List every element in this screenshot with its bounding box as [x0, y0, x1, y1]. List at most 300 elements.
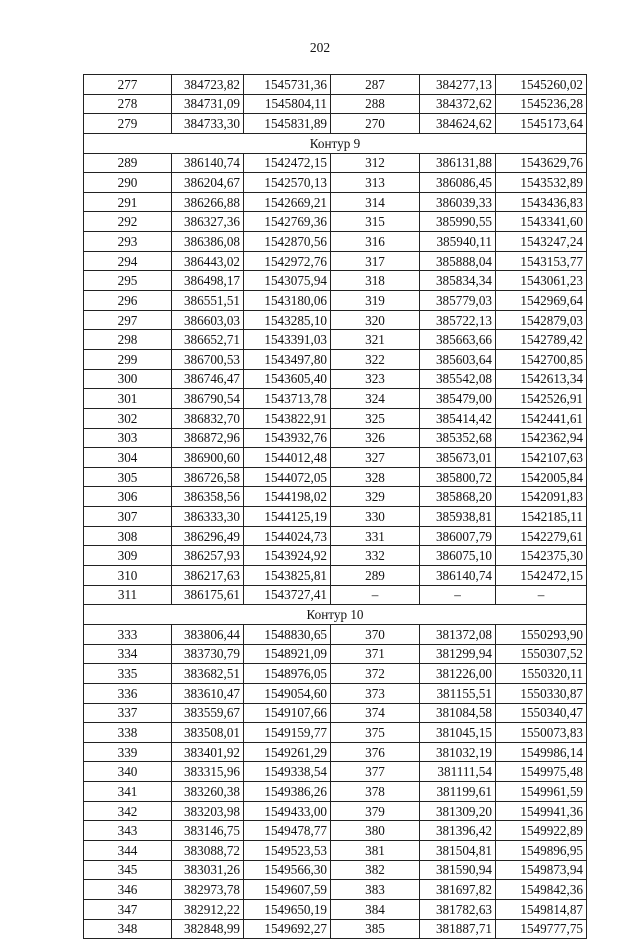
point-number-cell: 317 [331, 251, 420, 271]
x-coordinate-cell: 386131,88 [420, 153, 496, 173]
point-number-cell: 316 [331, 232, 420, 252]
point-number-cell: 320 [331, 310, 420, 330]
y-coordinate-cell: 1543924,92 [244, 546, 331, 566]
x-coordinate-cell: 385779,03 [420, 291, 496, 311]
y-coordinate-cell: 1542969,64 [496, 291, 587, 311]
point-number-cell: 380 [331, 821, 420, 841]
x-coordinate-cell: 382912,22 [172, 899, 244, 919]
x-coordinate-cell: 385663,66 [420, 330, 496, 350]
y-coordinate-cell: 1542613,34 [496, 369, 587, 389]
x-coordinate-cell: 386257,93 [172, 546, 244, 566]
x-coordinate-cell: 386296,49 [172, 526, 244, 546]
y-coordinate-cell: 1548921,09 [244, 644, 331, 664]
section-title: Контур 10 [84, 605, 587, 625]
x-coordinate-cell: 386140,74 [420, 566, 496, 586]
point-number-cell: 330 [331, 507, 420, 527]
y-coordinate-cell: 1549566,30 [244, 860, 331, 880]
y-coordinate-cell: 1542769,36 [244, 212, 331, 232]
y-coordinate-cell: 1550330,87 [496, 683, 587, 703]
point-number-cell: 334 [84, 644, 172, 664]
point-number-cell: – [331, 585, 420, 605]
point-number-cell: 345 [84, 860, 172, 880]
point-number-cell: 312 [331, 153, 420, 173]
table-row [84, 349, 587, 369]
table-row [84, 467, 587, 487]
y-coordinate-cell: 1549523,53 [244, 840, 331, 860]
x-coordinate-cell: 381887,71 [420, 919, 496, 939]
x-coordinate-cell: 383146,75 [172, 821, 244, 841]
table-row [84, 880, 587, 900]
table-row [84, 899, 587, 919]
y-coordinate-cell: 1542700,85 [496, 349, 587, 369]
x-coordinate-cell: 386746,47 [172, 369, 244, 389]
section-row [84, 133, 587, 153]
y-coordinate-cell: 1543180,06 [244, 291, 331, 311]
point-number-cell: 270 [331, 114, 420, 134]
x-coordinate-cell: 383088,72 [172, 840, 244, 860]
y-coordinate-cell: 1550073,83 [496, 723, 587, 743]
x-coordinate-cell: 386443,02 [172, 251, 244, 271]
y-coordinate-cell: 1550340,47 [496, 703, 587, 723]
x-coordinate-cell: 385352,68 [420, 428, 496, 448]
y-coordinate-cell: 1549338,54 [244, 762, 331, 782]
point-number-cell: 347 [84, 899, 172, 919]
table-row [84, 271, 587, 291]
point-number-cell: 311 [84, 585, 172, 605]
table-row [84, 173, 587, 193]
x-coordinate-cell: 385542,08 [420, 369, 496, 389]
y-coordinate-cell: 1543153,77 [496, 251, 587, 271]
table-row [84, 624, 587, 644]
x-coordinate-cell: 386039,33 [420, 192, 496, 212]
point-number-cell: 343 [84, 821, 172, 841]
x-coordinate-cell: 383806,44 [172, 624, 244, 644]
x-coordinate-cell: – [420, 585, 496, 605]
x-coordinate-cell: 386175,61 [172, 585, 244, 605]
y-coordinate-cell: 1542441,61 [496, 408, 587, 428]
x-coordinate-cell: 381111,54 [420, 762, 496, 782]
point-number-cell: 307 [84, 507, 172, 527]
y-coordinate-cell: 1545731,36 [244, 75, 331, 95]
y-coordinate-cell: 1543247,24 [496, 232, 587, 252]
point-number-cell: 335 [84, 664, 172, 684]
point-number-cell: 382 [331, 860, 420, 880]
point-number-cell: 340 [84, 762, 172, 782]
table-row [84, 723, 587, 743]
point-number-cell: 313 [331, 173, 420, 193]
table-row [84, 782, 587, 802]
x-coordinate-cell: 381504,81 [420, 840, 496, 860]
y-coordinate-cell: 1545236,28 [496, 94, 587, 114]
point-number-cell: 279 [84, 114, 172, 134]
table-row [84, 507, 587, 527]
table-row [84, 369, 587, 389]
point-number-cell: 379 [331, 801, 420, 821]
x-coordinate-cell: 386652,71 [172, 330, 244, 350]
point-number-cell: 287 [331, 75, 420, 95]
point-number-cell: 302 [84, 408, 172, 428]
y-coordinate-cell: 1542669,21 [244, 192, 331, 212]
y-coordinate-cell: 1543713,78 [244, 389, 331, 409]
x-coordinate-cell: 385673,01 [420, 448, 496, 468]
x-coordinate-cell: 385990,55 [420, 212, 496, 232]
y-coordinate-cell: 1544012,48 [244, 448, 331, 468]
y-coordinate-cell: 1544125,19 [244, 507, 331, 527]
y-coordinate-cell: 1542526,91 [496, 389, 587, 409]
y-coordinate-cell: 1545260,02 [496, 75, 587, 95]
table-row [84, 389, 587, 409]
point-number-cell: 346 [84, 880, 172, 900]
point-number-cell: 337 [84, 703, 172, 723]
table-row [84, 251, 587, 271]
y-coordinate-cell: 1549607,59 [244, 880, 331, 900]
x-coordinate-cell: 381045,15 [420, 723, 496, 743]
y-coordinate-cell: 1549842,36 [496, 880, 587, 900]
y-coordinate-cell: 1542472,15 [244, 153, 331, 173]
y-coordinate-cell: 1542279,61 [496, 526, 587, 546]
x-coordinate-cell: 382848,99 [172, 919, 244, 939]
point-number-cell: 310 [84, 566, 172, 586]
point-number-cell: 385 [331, 919, 420, 939]
point-number-cell: 298 [84, 330, 172, 350]
x-coordinate-cell: 383031,26 [172, 860, 244, 880]
point-number-cell: 321 [331, 330, 420, 350]
x-coordinate-cell: 386327,36 [172, 212, 244, 232]
point-number-cell: 324 [331, 389, 420, 409]
point-number-cell: 314 [331, 192, 420, 212]
y-coordinate-cell: 1550320,11 [496, 664, 587, 684]
table-row [84, 840, 587, 860]
y-coordinate-cell: 1543532,89 [496, 173, 587, 193]
y-coordinate-cell: 1543341,60 [496, 212, 587, 232]
y-coordinate-cell: 1543391,03 [244, 330, 331, 350]
x-coordinate-cell: 386333,30 [172, 507, 244, 527]
x-coordinate-cell: 386007,79 [420, 526, 496, 546]
point-number-cell: 322 [331, 349, 420, 369]
y-coordinate-cell: 1543605,40 [244, 369, 331, 389]
y-coordinate-cell: 1549777,75 [496, 919, 587, 939]
point-number-cell: 371 [331, 644, 420, 664]
x-coordinate-cell: 385868,20 [420, 487, 496, 507]
y-coordinate-cell: 1544198,02 [244, 487, 331, 507]
y-coordinate-cell: 1549261,29 [244, 742, 331, 762]
point-number-cell: 383 [331, 880, 420, 900]
point-number-cell: 378 [331, 782, 420, 802]
point-number-cell: 278 [84, 94, 172, 114]
x-coordinate-cell: 386700,53 [172, 349, 244, 369]
x-coordinate-cell: 385940,11 [420, 232, 496, 252]
x-coordinate-cell: 383401,92 [172, 742, 244, 762]
table-row [84, 310, 587, 330]
x-coordinate-cell: 385479,00 [420, 389, 496, 409]
x-coordinate-cell: 386498,17 [172, 271, 244, 291]
y-coordinate-cell: 1549433,00 [244, 801, 331, 821]
x-coordinate-cell: 381199,61 [420, 782, 496, 802]
x-coordinate-cell: 383315,96 [172, 762, 244, 782]
point-number-cell: 315 [331, 212, 420, 232]
y-coordinate-cell: 1549873,94 [496, 860, 587, 880]
x-coordinate-cell: 386204,67 [172, 173, 244, 193]
table-row [84, 762, 587, 782]
x-coordinate-cell: 381032,19 [420, 742, 496, 762]
x-coordinate-cell: 381372,08 [420, 624, 496, 644]
point-number-cell: 288 [331, 94, 420, 114]
point-number-cell: 373 [331, 683, 420, 703]
y-coordinate-cell: 1543825,81 [244, 566, 331, 586]
x-coordinate-cell: 385800,72 [420, 467, 496, 487]
point-number-cell: 326 [331, 428, 420, 448]
point-number-cell: 306 [84, 487, 172, 507]
table-row [84, 566, 587, 586]
table-row [84, 585, 587, 605]
x-coordinate-cell: 381782,63 [420, 899, 496, 919]
x-coordinate-cell: 386551,51 [172, 291, 244, 311]
point-number-cell: 374 [331, 703, 420, 723]
point-number-cell: 381 [331, 840, 420, 860]
table-row [84, 919, 587, 939]
x-coordinate-cell: 384733,30 [172, 114, 244, 134]
x-coordinate-cell: 385888,04 [420, 251, 496, 271]
point-number-cell: 319 [331, 291, 420, 311]
x-coordinate-cell: 381084,58 [420, 703, 496, 723]
y-coordinate-cell: – [496, 585, 587, 605]
point-number-cell: 293 [84, 232, 172, 252]
x-coordinate-cell: 386726,58 [172, 467, 244, 487]
y-coordinate-cell: 1550293,90 [496, 624, 587, 644]
y-coordinate-cell: 1542570,13 [244, 173, 331, 193]
point-number-cell: 339 [84, 742, 172, 762]
section-title: Контур 9 [84, 133, 587, 153]
x-coordinate-cell: 383260,38 [172, 782, 244, 802]
point-number-cell: 376 [331, 742, 420, 762]
x-coordinate-cell: 384723,82 [172, 75, 244, 95]
y-coordinate-cell: 1544072,05 [244, 467, 331, 487]
x-coordinate-cell: 386086,45 [420, 173, 496, 193]
y-coordinate-cell: 1542185,11 [496, 507, 587, 527]
point-number-cell: 303 [84, 428, 172, 448]
table-row [84, 428, 587, 448]
y-coordinate-cell: 1543285,10 [244, 310, 331, 330]
x-coordinate-cell: 383682,51 [172, 664, 244, 684]
point-number-cell: 294 [84, 251, 172, 271]
x-coordinate-cell: 381226,00 [420, 664, 496, 684]
y-coordinate-cell: 1549975,48 [496, 762, 587, 782]
point-number-cell: 305 [84, 467, 172, 487]
point-number-cell: 348 [84, 919, 172, 939]
table-row [84, 742, 587, 762]
point-number-cell: 342 [84, 801, 172, 821]
y-coordinate-cell: 1543727,41 [244, 585, 331, 605]
table-row [84, 408, 587, 428]
y-coordinate-cell: 1549650,19 [244, 899, 331, 919]
y-coordinate-cell: 1542005,84 [496, 467, 587, 487]
x-coordinate-cell: 386217,63 [172, 566, 244, 586]
y-coordinate-cell: 1544024,73 [244, 526, 331, 546]
point-number-cell: 370 [331, 624, 420, 644]
x-coordinate-cell: 383559,67 [172, 703, 244, 723]
table-row [84, 703, 587, 723]
x-coordinate-cell: 384277,13 [420, 75, 496, 95]
point-number-cell: 291 [84, 192, 172, 212]
x-coordinate-cell: 384624,62 [420, 114, 496, 134]
point-number-cell: 384 [331, 899, 420, 919]
table-row [84, 821, 587, 841]
point-number-cell: 375 [331, 723, 420, 743]
table-row [84, 860, 587, 880]
point-number-cell: 296 [84, 291, 172, 311]
x-coordinate-cell: 381697,82 [420, 880, 496, 900]
table-row [84, 153, 587, 173]
x-coordinate-cell: 386358,56 [172, 487, 244, 507]
x-coordinate-cell: 385938,81 [420, 507, 496, 527]
y-coordinate-cell: 1543436,83 [496, 192, 587, 212]
y-coordinate-cell: 1543932,76 [244, 428, 331, 448]
y-coordinate-cell: 1543822,91 [244, 408, 331, 428]
point-number-cell: 299 [84, 349, 172, 369]
point-number-cell: 297 [84, 310, 172, 330]
point-number-cell: 341 [84, 782, 172, 802]
x-coordinate-cell: 383730,79 [172, 644, 244, 664]
y-coordinate-cell: 1542879,03 [496, 310, 587, 330]
point-number-cell: 336 [84, 683, 172, 703]
x-coordinate-cell: 386140,74 [172, 153, 244, 173]
table-row [84, 330, 587, 350]
y-coordinate-cell: 1542789,42 [496, 330, 587, 350]
x-coordinate-cell: 384731,09 [172, 94, 244, 114]
y-coordinate-cell: 1549941,36 [496, 801, 587, 821]
y-coordinate-cell: 1545804,11 [244, 94, 331, 114]
point-number-cell: 338 [84, 723, 172, 743]
table-row [84, 192, 587, 212]
x-coordinate-cell: 383508,01 [172, 723, 244, 743]
point-number-cell: 290 [84, 173, 172, 193]
y-coordinate-cell: 1542362,94 [496, 428, 587, 448]
x-coordinate-cell: 386603,03 [172, 310, 244, 330]
y-coordinate-cell: 1549896,95 [496, 840, 587, 860]
point-number-cell: 333 [84, 624, 172, 644]
x-coordinate-cell: 381309,20 [420, 801, 496, 821]
table-row [84, 232, 587, 252]
x-coordinate-cell: 381590,94 [420, 860, 496, 880]
y-coordinate-cell: 1545831,89 [244, 114, 331, 134]
x-coordinate-cell: 386790,54 [172, 389, 244, 409]
point-number-cell: 300 [84, 369, 172, 389]
x-coordinate-cell: 383610,47 [172, 683, 244, 703]
y-coordinate-cell: 1549814,87 [496, 899, 587, 919]
coordinates-table [83, 74, 587, 939]
y-coordinate-cell: 1549922,89 [496, 821, 587, 841]
point-number-cell: 323 [331, 369, 420, 389]
table-row [84, 644, 587, 664]
x-coordinate-cell: 384372,62 [420, 94, 496, 114]
table-row [84, 291, 587, 311]
y-coordinate-cell: 1543075,94 [244, 271, 331, 291]
y-coordinate-cell: 1542107,63 [496, 448, 587, 468]
table-row [84, 114, 587, 134]
y-coordinate-cell: 1549107,66 [244, 703, 331, 723]
table-row [84, 75, 587, 95]
x-coordinate-cell: 386386,08 [172, 232, 244, 252]
x-coordinate-cell: 385834,34 [420, 271, 496, 291]
y-coordinate-cell: 1548976,05 [244, 664, 331, 684]
x-coordinate-cell: 385603,64 [420, 349, 496, 369]
point-number-cell: 372 [331, 664, 420, 684]
y-coordinate-cell: 1543629,76 [496, 153, 587, 173]
table-row [84, 212, 587, 232]
table-row [84, 94, 587, 114]
table-row [84, 448, 587, 468]
point-number-cell: 318 [331, 271, 420, 291]
y-coordinate-cell: 1549961,59 [496, 782, 587, 802]
x-coordinate-cell: 381396,42 [420, 821, 496, 841]
y-coordinate-cell: 1542091,83 [496, 487, 587, 507]
point-number-cell: 304 [84, 448, 172, 468]
y-coordinate-cell: 1543061,23 [496, 271, 587, 291]
table-row [84, 683, 587, 703]
table-row [84, 487, 587, 507]
point-number-cell: 331 [331, 526, 420, 546]
y-coordinate-cell: 1549986,14 [496, 742, 587, 762]
table-row [84, 801, 587, 821]
x-coordinate-cell: 381155,51 [420, 683, 496, 703]
y-coordinate-cell: 1542972,76 [244, 251, 331, 271]
point-number-cell: 277 [84, 75, 172, 95]
coordinates-table-body [84, 75, 587, 939]
point-number-cell: 289 [84, 153, 172, 173]
y-coordinate-cell: 1550307,52 [496, 644, 587, 664]
x-coordinate-cell: 386900,60 [172, 448, 244, 468]
y-coordinate-cell: 1549054,60 [244, 683, 331, 703]
page-number: 202 [309, 40, 331, 55]
point-number-cell: 295 [84, 271, 172, 291]
table-row [84, 664, 587, 684]
point-number-cell: 332 [331, 546, 420, 566]
y-coordinate-cell: 1549159,77 [244, 723, 331, 743]
x-coordinate-cell: 385414,42 [420, 408, 496, 428]
y-coordinate-cell: 1548830,65 [244, 624, 331, 644]
y-coordinate-cell: 1542472,15 [496, 566, 587, 586]
y-coordinate-cell: 1549478,77 [244, 821, 331, 841]
x-coordinate-cell: 382973,78 [172, 880, 244, 900]
point-number-cell: 308 [84, 526, 172, 546]
point-number-cell: 328 [331, 467, 420, 487]
x-coordinate-cell: 383203,98 [172, 801, 244, 821]
y-coordinate-cell: 1549692,27 [244, 919, 331, 939]
point-number-cell: 301 [84, 389, 172, 409]
y-coordinate-cell: 1549386,26 [244, 782, 331, 802]
x-coordinate-cell: 386266,88 [172, 192, 244, 212]
x-coordinate-cell: 385722,13 [420, 310, 496, 330]
section-row [84, 605, 587, 625]
table-row [84, 546, 587, 566]
table-row [84, 526, 587, 546]
y-coordinate-cell: 1542870,56 [244, 232, 331, 252]
point-number-cell: 289 [331, 566, 420, 586]
point-number-cell: 344 [84, 840, 172, 860]
point-number-cell: 325 [331, 408, 420, 428]
x-coordinate-cell: 381299,94 [420, 644, 496, 664]
point-number-cell: 309 [84, 546, 172, 566]
point-number-cell: 329 [331, 487, 420, 507]
y-coordinate-cell: 1543497,80 [244, 349, 331, 369]
point-number-cell: 377 [331, 762, 420, 782]
point-number-cell: 292 [84, 212, 172, 232]
y-coordinate-cell: 1545173,64 [496, 114, 587, 134]
y-coordinate-cell: 1542375,30 [496, 546, 587, 566]
x-coordinate-cell: 386075,10 [420, 546, 496, 566]
point-number-cell: 327 [331, 448, 420, 468]
x-coordinate-cell: 386832,70 [172, 408, 244, 428]
